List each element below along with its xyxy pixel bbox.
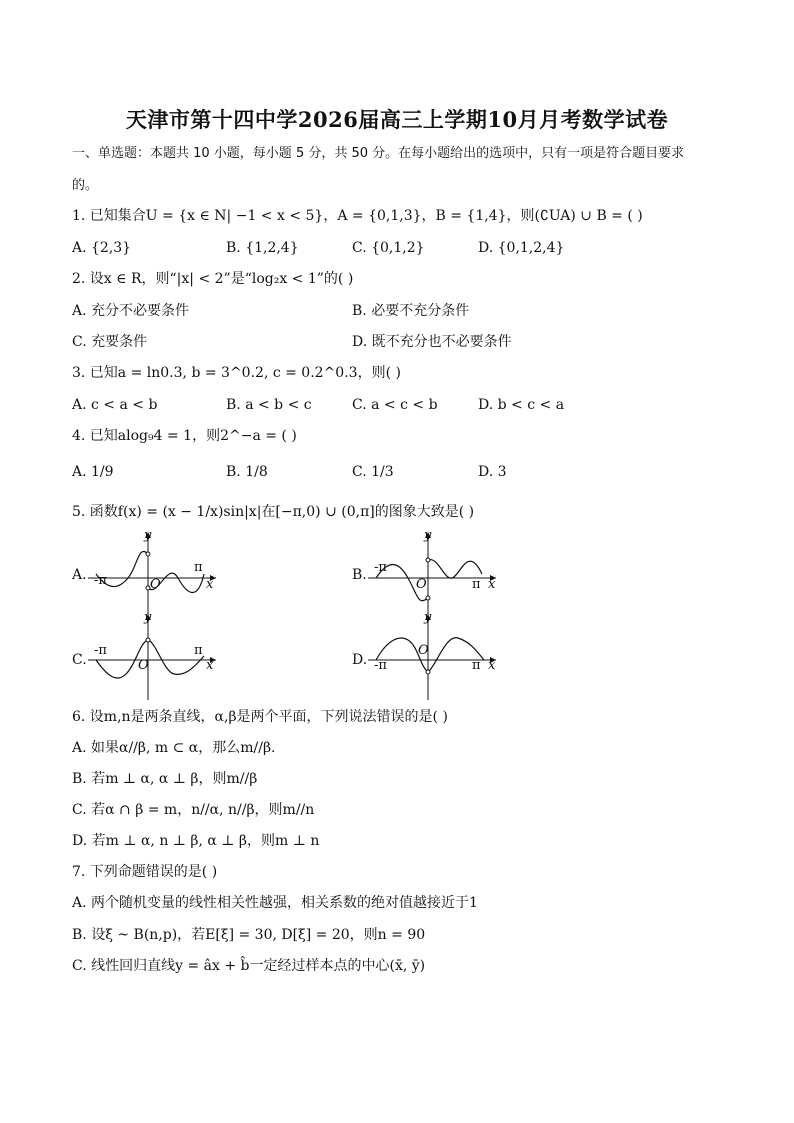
- question-6-option-a: A. 如果α//β, m ⊂ α，那么m//β.: [72, 740, 276, 756]
- question-2-option-b: B. 必要不充分条件: [352, 303, 470, 319]
- graph-a-x-label: x: [206, 577, 214, 592]
- graph-b-origin-label: O: [416, 577, 427, 592]
- question-5-option-c: C.: [72, 652, 87, 668]
- question-6-stem: 6. 设m,n是两条直线，α,β是两个平面，下列说法错误的是( ): [72, 709, 448, 725]
- question-4-option-c: C. 1/3: [352, 464, 394, 480]
- graph-d: [368, 612, 498, 702]
- graph-a-origin-label: O: [150, 577, 161, 592]
- question-6-option-d: D. 若m ⊥ α, n ⊥ β, α ⊥ β，则m ⊥ n: [72, 833, 320, 849]
- question-3-option-c: C. a < c < b: [352, 397, 438, 413]
- question-4-option-b: B. 1/8: [226, 464, 268, 480]
- graph-b: [368, 530, 498, 620]
- question-4-option-d: D. 3: [478, 464, 507, 480]
- graph-c-x-label: x: [206, 658, 214, 673]
- graph-a-pi-label: π: [194, 560, 203, 575]
- question-3-option-a: A. c < a < b: [72, 397, 158, 413]
- graph-b-pi-label: π: [472, 577, 481, 592]
- graph-d-neg-pi-label: -π: [374, 658, 387, 673]
- question-5-option-d: D.: [352, 652, 368, 668]
- question-2-stem: 2. 设x ∈ R，则“|x| < 2”是“log₂x < 1”的( ): [72, 271, 354, 287]
- question-5-option-b: B.: [352, 567, 367, 583]
- question-2-option-c: C. 充要条件: [72, 334, 148, 350]
- graph-d-x-label: x: [488, 658, 496, 673]
- graph-c-neg-pi-label: -π: [94, 643, 107, 658]
- question-1-option-d: D. {0,1,2,4}: [478, 240, 565, 256]
- question-5-option-a: A.: [72, 567, 87, 583]
- question-1-stem: 1. 已知集合U = {x ∈ N| −1 < x < 5}，A = {0,1,3}，B = {1,4}，则(∁UA) ∪ B = ( ): [72, 208, 643, 224]
- graph-c-pi-label: π: [194, 643, 203, 658]
- question-3-option-b: B. a < b < c: [226, 397, 312, 413]
- graph-c-origin-label: O: [138, 658, 149, 673]
- question-1-option-b: B. {1,2,4}: [226, 240, 299, 256]
- graph-d-y-label: y: [424, 610, 432, 625]
- question-3-stem: 3. 已知a = ln0.3, b = 3^0.2, c = 0.2^0.3，则( ): [72, 365, 401, 381]
- graph-b-neg-pi-label: -π: [374, 560, 387, 575]
- question-3-option-d: D. b < c < a: [478, 397, 565, 413]
- question-1-option-a: A. {2,3}: [72, 240, 132, 256]
- question-2-option-d: D. 既不充分也不必要条件: [352, 334, 512, 350]
- graph-c-y-label: y: [144, 610, 152, 625]
- question-4-stem: 4. 已知alog₉4 = 1，则2^−a = ( ): [72, 428, 297, 444]
- graph-a-y-label: y: [144, 528, 152, 543]
- question-7-option-a: A. 两个随机变量的线性相关性越强，相关系数的绝对值越接近于1: [72, 895, 478, 911]
- question-6-option-c: C. 若α ∩ β = m，n//α, n//β，则m//n: [72, 802, 315, 818]
- section-heading-cont: 的。: [72, 178, 99, 193]
- graph-a-neg-pi-label: -π: [94, 573, 107, 588]
- question-7-option-c: C. 线性回归直线y = âx + b̂一定经过样本点的中心(x̄, ȳ): [72, 958, 426, 974]
- question-2-option-a: A. 充分不必要条件: [72, 303, 190, 319]
- graph-a: [88, 530, 218, 620]
- question-7-stem: 7. 下列命题错误的是( ): [72, 864, 218, 880]
- graph-b-x-label: x: [488, 577, 496, 592]
- question-4-option-a: A. 1/9: [72, 464, 114, 480]
- question-6-option-b: B. 若m ⊥ α, α ⊥ β，则m//β: [72, 771, 258, 787]
- page-title: 天津市第十四中学2026届高三上学期10月月考数学试卷: [125, 107, 669, 132]
- question-7-option-b: B. 设ξ ~ B(n,p)，若E[ξ] = 30, D[ξ] = 20，则n = 90: [72, 927, 426, 943]
- question-1-option-c: C. {0,1,2}: [352, 240, 425, 256]
- graph-d-origin-label: O: [418, 643, 429, 658]
- section-heading: 一、单选题：本题共 10 小题，每小题 5 分，共 50 分。在每小题给出的选项中，只有一项是符合题目要求: [72, 146, 685, 161]
- graph-d-pi-label: π: [472, 658, 481, 673]
- graph-b-y-label: y: [424, 528, 432, 543]
- question-5-stem: 5. 函数f(x) = (x − 1/x)sin|x|在[−π,0) ∪ (0,π]的图象大致是( ): [72, 504, 475, 520]
